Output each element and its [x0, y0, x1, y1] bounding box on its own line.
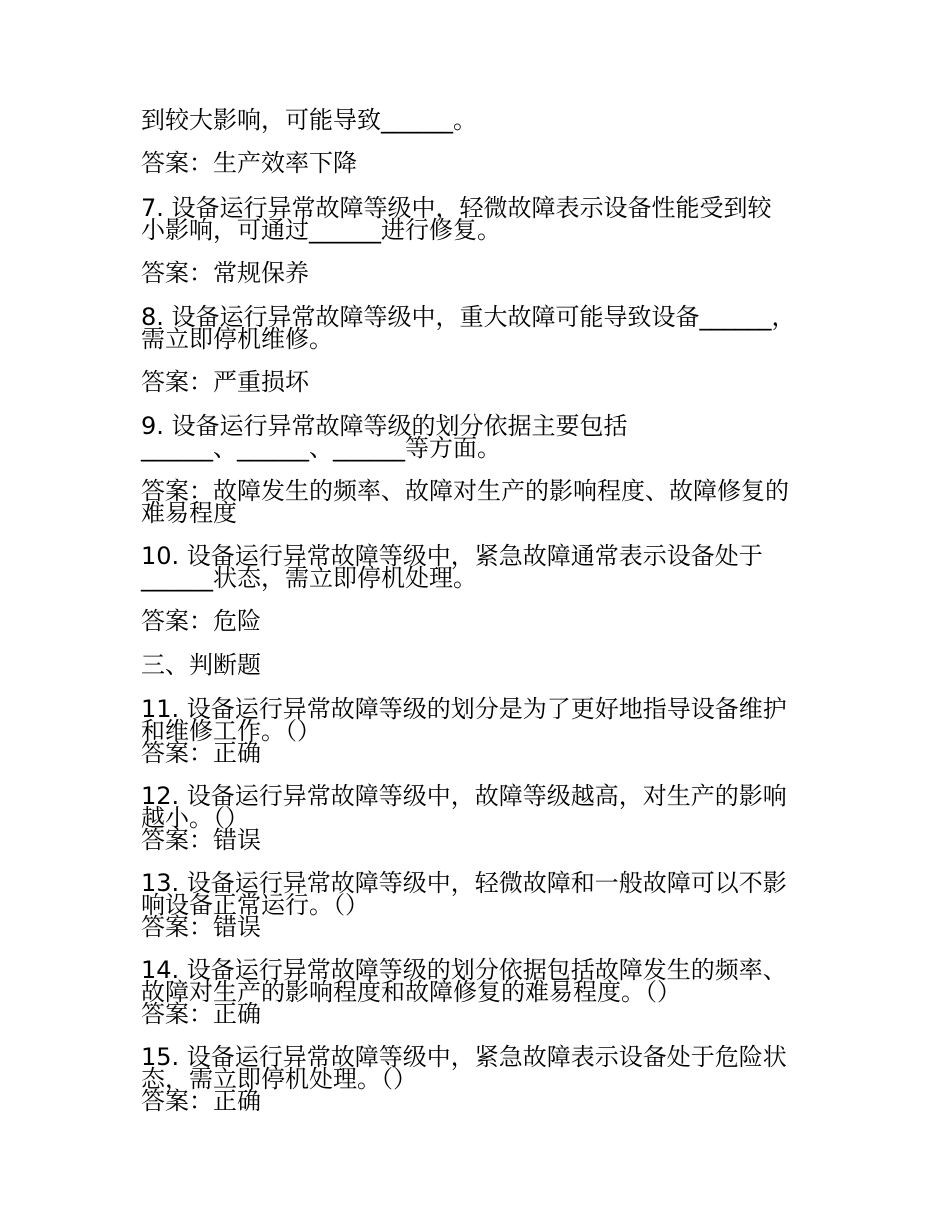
question-14: 14. 设备运行异常故障等级的划分依据包括故障发生的频率、: [141, 956, 787, 984]
question-9-cont: ______、______、______等方面。: [141, 434, 501, 462]
answer-line: 答案：正确: [141, 1087, 261, 1115]
text-line: 到较大影响，可能导致______。: [141, 106, 477, 134]
question-15-cont: 态，需立即停机处理。（）: [141, 1065, 417, 1093]
answer-line: 答案：正确: [141, 739, 261, 767]
question-12-cont: 越小。（）: [141, 804, 249, 832]
question-13-cont: 响设备正常运行。（）: [141, 891, 369, 919]
answer-line: 答案：严重损坏: [141, 368, 309, 396]
question-13: 13. 设备运行异常故障等级中，轻微故障和一般故障可以不影: [141, 869, 787, 897]
question-10-cont: ______状态，需立即停机处理。: [141, 564, 477, 592]
answer-line-cont: 难易程度: [141, 499, 237, 527]
question-8: 8. 设备运行异常故障等级中，重大故障可能导致设备______，: [141, 303, 796, 331]
answer-line: 答案：正确: [141, 1000, 261, 1028]
answer-line: 答案：生产效率下降: [141, 149, 357, 177]
question-12: 12. 设备运行异常故障等级中，故障等级越高，对生产的影响: [141, 782, 787, 810]
answer-line: 答案：错误: [141, 826, 261, 854]
question-9: 9. 设备运行异常故障等级的划分依据主要包括: [141, 412, 628, 440]
question-8-cont: 需立即停机维修。: [141, 325, 333, 353]
answer-line: 答案：错误: [141, 913, 261, 941]
section-heading: 三、判断题: [141, 651, 261, 679]
answer-line: 答案：危险: [141, 607, 261, 635]
answer-line: 答案：故障发生的频率、故障对生产的影响程度、故障修复的: [141, 477, 789, 505]
question-15: 15. 设备运行异常故障等级中，紧急故障表示设备处于危险状: [141, 1043, 787, 1071]
answer-line: 答案：常规保养: [141, 259, 309, 287]
question-11: 11. 设备运行异常故障等级的划分是为了更好地指导设备维护: [141, 695, 787, 723]
question-11-cont: 和维修工作。（）: [141, 717, 321, 745]
question-10: 10. 设备运行异常故障等级中，紧急故障通常表示设备处于: [141, 542, 763, 570]
question-7-cont: 小影响，可通过______进行修复。: [141, 216, 501, 244]
question-14-cont: 故障对生产的影响程度和故障修复的难易程度。（）: [141, 978, 681, 1006]
question-7: 7. 设备运行异常故障等级中，轻微故障表示设备性能受到较: [141, 194, 772, 222]
